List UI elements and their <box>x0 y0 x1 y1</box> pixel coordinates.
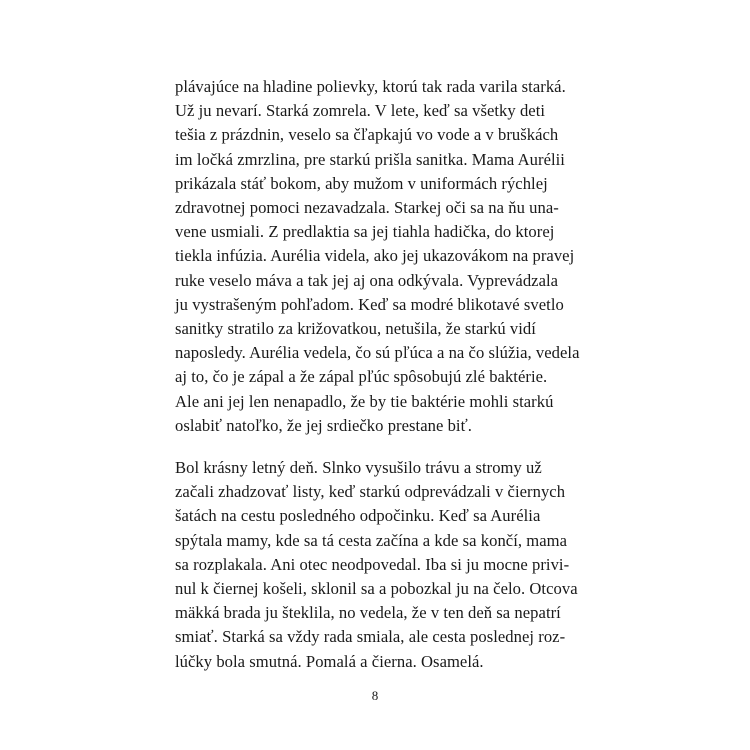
text-line: oslabiť natoľko, že jej srdiečko prestane biť. <box>175 415 472 435</box>
text-line: prikázala stáť bokom, aby mužom v uniformách rýchlej <box>175 173 548 193</box>
text-line: ju vystrašeným pohľadom. Keď sa modré blikotavé svetlo <box>175 294 564 314</box>
text-line: im ločká zmrzlina, pre starkú prišla sanitka. Mama Aurélii <box>175 149 565 169</box>
text-line: lúčky bola smutná. Pomalá a čierna. Osamelá. <box>175 651 484 671</box>
text-line: sanitky stratilo za križovatkou, netušila, že starkú vidí <box>175 319 536 339</box>
text-line: smiať. Starká sa vždy rada smiala, ale cesta poslednej roz- <box>175 627 566 647</box>
text-line: ruke veselo máva a tak jej aj ona odkývala. Vyprevádzala <box>175 270 559 290</box>
text-line: aj to, čo je zápal a že zápal pľúc spôsobujú zlé baktérie. <box>175 367 548 387</box>
text-line: sa rozplakala. Ani otec neodpovedal. Iba si ju mocne privi- <box>175 554 570 574</box>
text-line: naposledy. Aurélia vedela, čo sú pľúca a na čo slúžia, vedela <box>175 343 580 363</box>
text-line: Ale ani jej len nenapadlo, že by tie baktérie mohli starkú <box>175 391 554 411</box>
page-number: 8 <box>371 688 379 703</box>
text-line: šatách na cestu posledného odpočinku. Keď sa Aurélia <box>175 506 541 526</box>
text-line: vene usmiali. Z predlaktia sa jej tiahla hadička, do ktorej <box>175 222 555 242</box>
text-line: mäkká brada ju šteklila, no vedela, že v ten deň sa nepatrí <box>175 603 561 623</box>
paragraph-2 <box>175 456 595 674</box>
text-line: zdravotnej pomoci nezavadzala. Starkej oči sa na ňu una- <box>175 198 559 218</box>
text-line: tešia z prázdnin, veselo sa čľapkajú vo vode a v bruškách <box>175 125 559 145</box>
text-line: začali zhadzovať listy, keď starkú odprevádzali v čiernych <box>175 482 566 502</box>
text-line: nul k čiernej košeli, sklonil sa a pobozkal ju na čelo. Otcova <box>175 579 578 599</box>
text-line: plávajúce na hladine polievky, ktorú tak rada varila starká. <box>175 77 566 96</box>
text-line: tiekla infúzia. Aurélia videla, ako jej ukazovákom na pravej <box>175 246 575 266</box>
text-line: Bol krásny letný deň. Slnko vysušilo trávu a stromy už <box>175 458 542 477</box>
text-line: spýtala mamy, kde sa tá cesta začína a kde sa končí, mama <box>175 530 568 550</box>
text-line: Už ju nevarí. Starká zomrela. V lete, keď sa všetky deti <box>175 101 546 121</box>
paragraph-1 <box>175 75 595 438</box>
